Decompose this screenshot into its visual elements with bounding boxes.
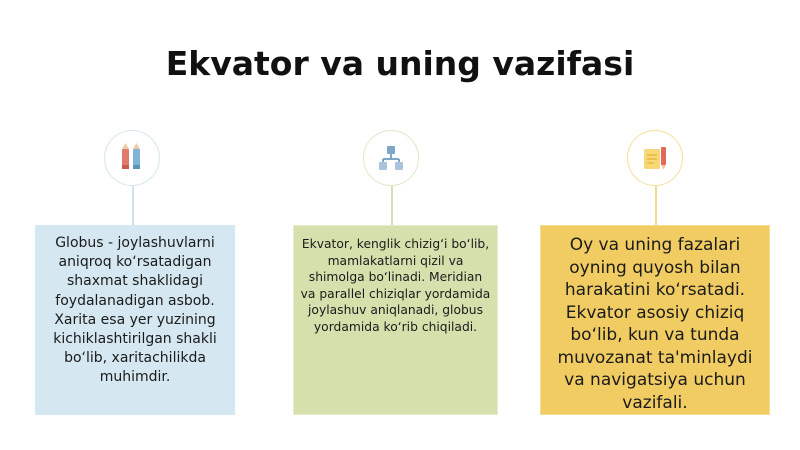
- step-column-3: [540, 0, 753, 450]
- step-card-2: Ekvator, kenglik chizig‘i bo‘lib, mamlakatlarni qizil va shimolga bo‘linadi. Meridian va parallel chiziqlar yordamida joylashuv aniqlanadi, globus yordamida ko‘rib chiqiladi.: [293, 225, 498, 415]
- hierarchy-icon: [377, 144, 405, 172]
- step-card-1: Globus - joylashuvlarni aniqroq ko‘rsatadigan shaxmat shaklidagi foydalanadigan asbob. Xarita esa yer yuzining kichiklashtirilgan shakli bo‘lib, xaritachilikda muhimdir.: [35, 225, 235, 415]
- step-card-3: Oy va uning fazalari oyning quyosh bilan harakatini ko‘rsatadi. Ekvator asosiy chiziq bo‘lib, kun va tunda muvozanat ta'minlaydi va navigatsiya uchun vazifali.: [540, 225, 770, 415]
- step-column-1: [35, 0, 235, 450]
- page-title: Ekvator va uning vazifasi: [165, 44, 635, 83]
- connector-line-2: [391, 186, 393, 226]
- notepad-pencil-icon: [641, 144, 669, 172]
- pencils-icon: [118, 143, 146, 173]
- step-icon-circle-2: [363, 130, 419, 186]
- step-column-2: [293, 0, 493, 450]
- step-icon-circle-3: [627, 130, 683, 186]
- connector-line-3: [655, 186, 657, 226]
- step-icon-circle-1: [104, 130, 160, 186]
- connector-line-1: [132, 186, 134, 226]
